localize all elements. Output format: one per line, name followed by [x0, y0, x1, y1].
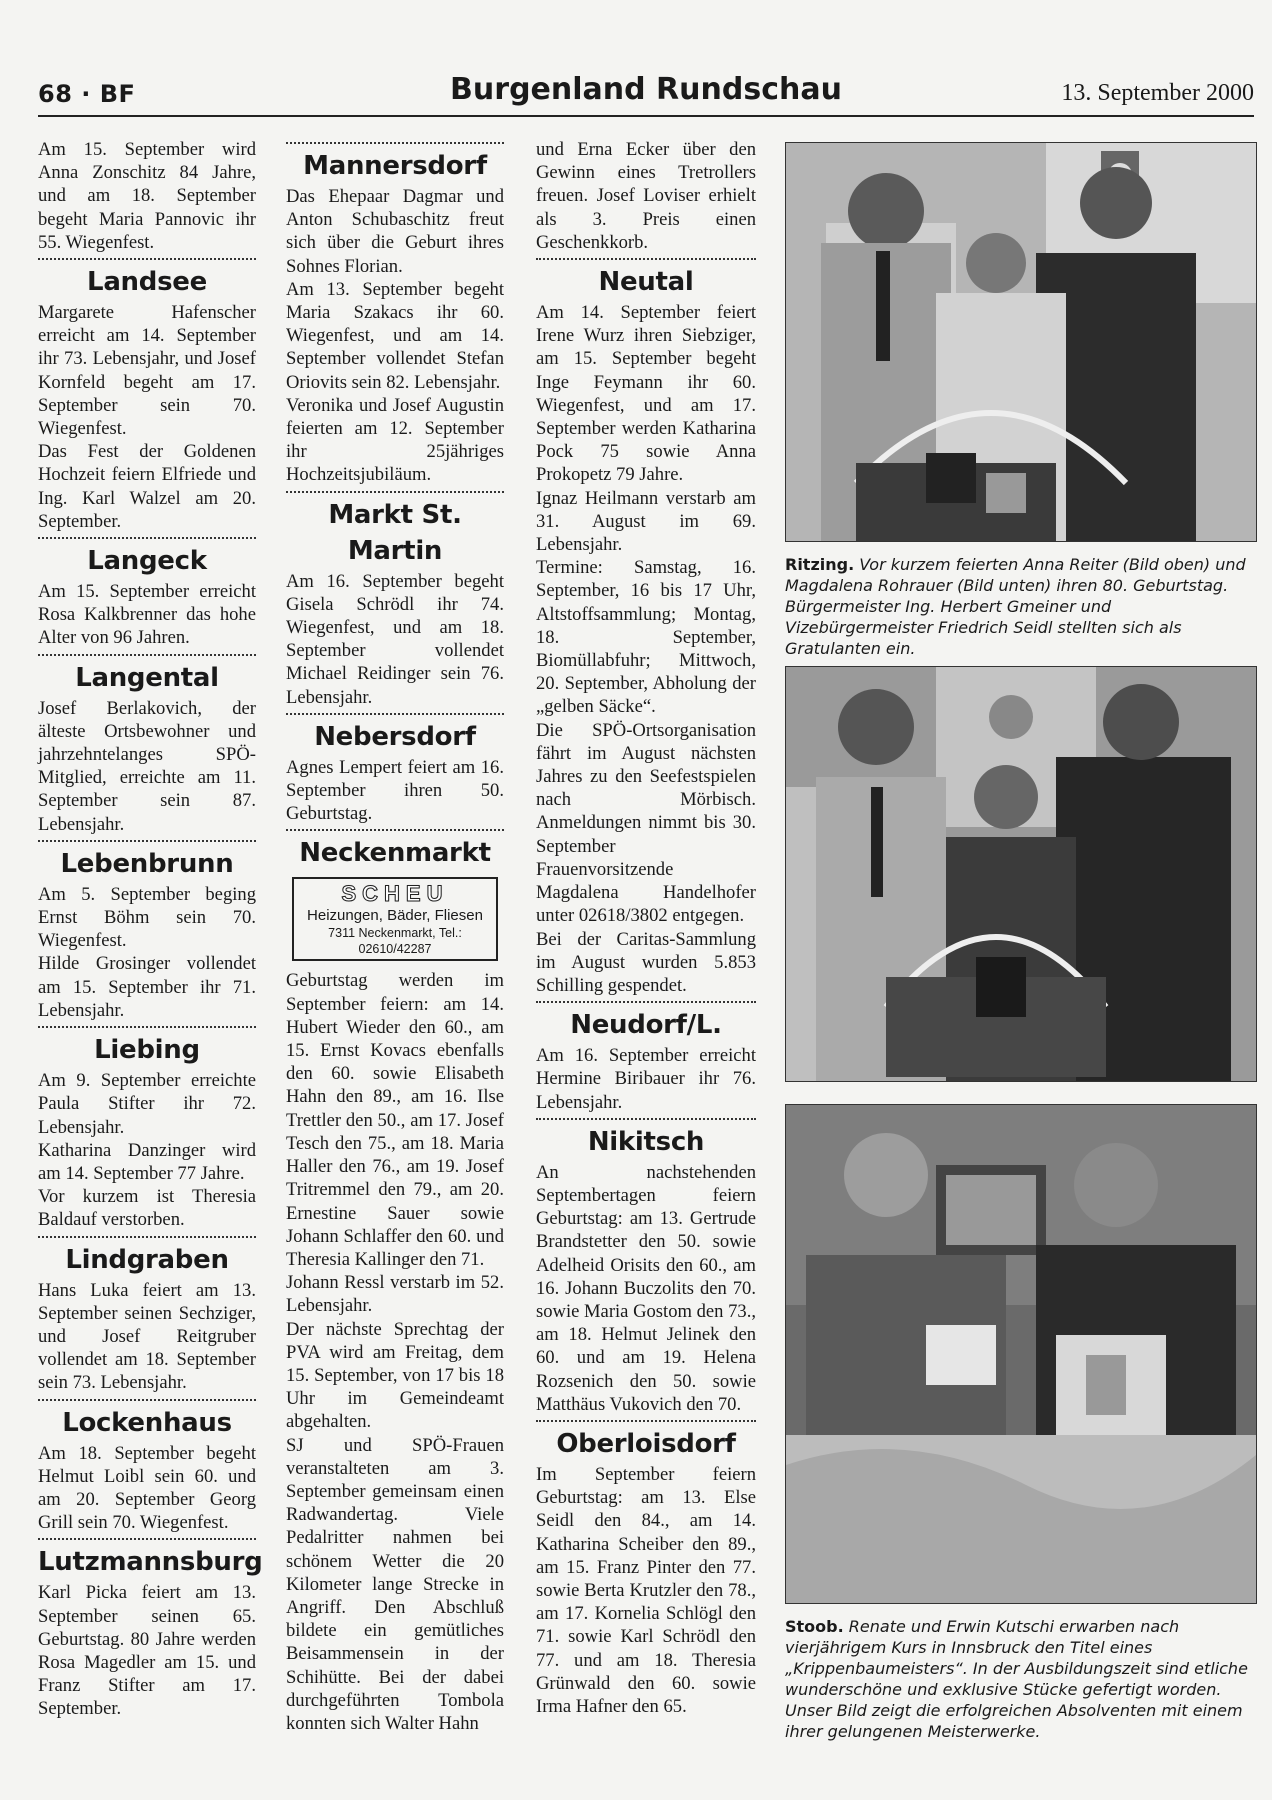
photo-caption-ritzing — [785, 554, 1259, 659]
ad-address: 7311 Neckenmarkt, Tel.: 02610/42287 — [328, 926, 462, 957]
page-number: 68 · BF — [38, 80, 136, 108]
paragraph: Karl Picka feiert am 13. September seinen 65. Geburtstag. 80 Jahre werden Rosa Magedler am 15. und Franz Stifter am 17. September. — [38, 1582, 256, 1720]
paragraph: Am 16. September begeht Gisela Schrödl ihr 74. Wiegenfest, und am 18. September vollendet Michael Reidinger sein 76. Lebensjahr. — [286, 570, 504, 708]
divider — [286, 713, 504, 715]
photo-caption-stoob — [785, 1616, 1259, 1742]
divider — [38, 1026, 256, 1028]
section-title-oberloisdorf: Oberloisdorf — [556, 1428, 736, 1459]
paragraph: Agnes Lempert feiert am 16. September ihren 50. Geburtstag. — [286, 756, 504, 825]
paragraph: Veronika und Josef Augustin feierten am 12. September ihr 25jähriges Hochzeitsjubiläum. — [286, 394, 504, 486]
page-header — [38, 72, 1254, 114]
paragraph: Margarete Hafenscher erreicht am 14. September ihr 73. Lebensjahr, und Josef Kornfeld begeht am 17. September sein 70. Wiegenfest. — [38, 302, 256, 440]
divider — [286, 142, 504, 144]
caption-place: Ritzing. — [785, 555, 855, 574]
divider — [38, 840, 256, 842]
paragraph: Johann Ressl verstarb im 52. Lebensjahr. — [286, 1272, 504, 1317]
section-title-liebing: Liebing — [94, 1035, 200, 1066]
paragraph: Vor kurzem ist Theresia Baldauf verstorben. — [38, 1186, 256, 1231]
divider — [38, 1236, 256, 1238]
divider — [286, 491, 504, 493]
divider — [286, 829, 504, 831]
header-rule — [38, 115, 1254, 117]
column-1 — [38, 138, 263, 1721]
issue-date: 13. September 2000 — [1061, 80, 1254, 106]
paragraph: Geburtstag werden im September feiern: am 14. Hubert Wieder den 60., am 15. Ernst Kovacs ebenfalls den 60. sowie Elisabeth Hahn den 89., am 16. Ilse Trettler den 50., am 17. Josef Tesch den 75., am 18. Maria Haller den 76., am 19. Josef Tritremmel den 79., am 20. Ernestine Sauer sowie Johann Schlaffer den 60. und Theresia Kallinger den 71. — [286, 970, 504, 1270]
paragraph: Bei der Caritas-Sammlung im August wurden 5.853 Schilling gespendet. — [536, 928, 756, 996]
section-title-mannersdorf: Mannersdorf — [303, 151, 487, 181]
paragraph: Am 5. September beging Ernst Böhm sein 70. Wiegenfest. — [38, 883, 256, 952]
section-title-neudorf: Neudorf/L. — [570, 1010, 722, 1041]
paragraph: Der nächste Sprechtag der PVA wird am Freitag, dem 15. September, von 17 bis 18 Uhr im Gemeindeamt abgehalten. — [286, 1318, 504, 1433]
caption-text: Renate und Erwin Kutschi erwarben nach vierjährigem Kurs in Innsbruck den Titel eines „Krippenbaumeisters“. In der Ausbildungszeit sind etliche wunderschöne und exklusive Stücke gefertigt worden. Unser Bild zeigt die erfolgreichen Absolventen mit einem ihrer gelungenen Meisterwerke. — [785, 1617, 1248, 1741]
ad-brand-logo: SCHEU — [341, 881, 449, 907]
paragraph: Im September feiern Geburtstag: am 13. Else Seidl den 84., am 14. Katharina Scheiber den 89., am 15. Franz Pinter den 77. sowie Berta Krutzler den 78., am 17. Kornelia Schlögl den 71. sowie Karl Schrödl den 77. und am 18. Theresia Grünwald den 60. sowie Irma Hafner den 65. — [536, 1463, 756, 1717]
divider — [38, 654, 256, 656]
paragraph: Am 18. September begeht Helmut Loibl sein 60. und am 20. September Georg Grill sein 70. Wiegenfest. — [38, 1442, 256, 1534]
photo-krippenbaumeister — [785, 1104, 1257, 1604]
paragraph: Josef Berlakovich, der älteste Ortsbewohner und jahrzehntelanges SPÖ-Mitglied, erreichte am 11. September sein 87. Lebensjahr. — [38, 697, 256, 835]
divider — [536, 1001, 756, 1003]
col3-intro: und Erna Ecker über den Gewinn eines Tretrollers freuen. Josef Loviser erhielt als 3. Preis einen Geschenkkorb. — [536, 139, 756, 253]
col1-intro: Am 15. September wird Anna Zonschitz 84 Jahre, und am 18. September begeht Maria Pannovic ihr 55. Wiegenfest. — [38, 139, 256, 253]
section-title-landsee: Landsee — [87, 267, 207, 298]
paragraph: SJ und SPÖ-Frauen veranstalteten am 3. September gemeinsam einen Radwandertag. Viele Pedalritter nahmen bei schönem Wetter die 20 Kilometer lange Strecke in Angriff. Den Abschluß bildete ein gemütliches Beisammensein in der Schihütte. Bei der dabei durchgeführten Tombola konnten sich Walter Hahn — [286, 1434, 504, 1734]
section-title-nikitsch: Nikitsch — [587, 1126, 705, 1157]
column-3 — [536, 138, 756, 1718]
divider — [38, 537, 256, 539]
paragraph: Ignaz Heilmann verstarb am 31. August im 69. Lebensjahr. — [536, 487, 756, 556]
section-title-lockenhaus: Lockenhaus — [62, 1407, 232, 1438]
section-title-lebenbrunn: Lebenbrunn — [60, 848, 234, 879]
paragraph: Am 15. September erreicht Rosa Kalkbrenner das hohe Alter von 96 Jahren. — [38, 581, 256, 649]
section-title-neutal: Neutal — [598, 267, 694, 298]
section-title-lutzmannsburg: Lutzmannsburg — [38, 1547, 263, 1578]
divider — [38, 1538, 256, 1540]
section-title-markt-st-martin: Markt St. Martin — [328, 499, 462, 566]
paragraph: Termine: Samstag, 16. September, 16 bis 17 Uhr, Altstoffsammlung; Montag, 18. September, Biomüllabfuhr; Mittwoch, 20. September, Abholung der „gelben Säcke“. — [536, 557, 756, 718]
newspaper-title: Burgenland Rundschau — [450, 72, 842, 107]
section-title-langeck: Langeck — [87, 546, 207, 577]
paragraph: Hans Luka feiert am 13. September seinen Sechziger, und Josef Reitgruber vollendet am 18. September sein 73. Lebensjahr. — [38, 1279, 256, 1394]
divider — [38, 258, 256, 260]
paragraph: Die SPÖ-Ortsorganisation fährt im August nächsten Jahres zu den Seefestspielen nach Mörbisch. Anmeldungen nimmt bis 30. September Frauenvorsitzende Magdalena Handelhofer unter 02618/3802 entgegen. — [536, 719, 756, 927]
caption-text: Vor kurzem feierten Anna Reiter (Bild oben) und Magdalena Rohrauer (Bild unten) ihren 80. Geburtstag. Bürgermeister Ing. Herbert Gmeiner und Vizebürgermeister Friedrich Seidl stellten sich als Gratulanten ein. — [785, 555, 1246, 658]
paragraph: Am 16. September erreicht Hermine Biribauer ihr 76. Lebensjahr. — [536, 1045, 756, 1113]
divider — [536, 258, 756, 260]
caption-place: Stoob. — [785, 1617, 844, 1636]
column-2 — [286, 138, 504, 1735]
photo-magdalena-rohrauer — [785, 666, 1257, 1082]
photo-anna-reiter — [785, 142, 1257, 542]
divider — [38, 1399, 256, 1401]
scheu-advertisement — [292, 877, 498, 961]
section-title-lindgraben: Lindgraben — [65, 1244, 229, 1275]
paragraph: Das Fest der Goldenen Hochzeit feiern Elfriede und Ing. Karl Walzel am 20. September. — [38, 441, 256, 532]
section-title-neckenmarkt: Neckenmarkt — [299, 838, 491, 869]
section-title-nebersdorf: Nebersdorf — [314, 721, 476, 752]
section-title-langental: Langental — [75, 662, 219, 693]
paragraph: Katharina Danzinger wird am 14. September 77 Jahre. — [38, 1139, 256, 1184]
paragraph: Am 9. September erreichte Paula Stifter ihr 72. Lebensjahr. — [38, 1070, 256, 1138]
paragraph: Am 13. September begeht Maria Szakacs ihr 60. Wiegenfest, und am 14. September vollendet Stefan Oriovits sein 82. Lebensjahr. — [286, 278, 504, 393]
paragraph: Am 14. September feiert Irene Wurz ihren Siebziger, am 15. September begeht Inge Feymann ihr 60. Wiegenfest, und am 17. September werden Katharina Pock 75 sowie Anna Prokopetz 79 Jahre. — [536, 302, 756, 486]
ad-services: Heizungen, Bäder, Fliesen — [307, 907, 483, 925]
paragraph: Das Ehepaar Dagmar und Anton Schubaschitz freut sich über die Geburt ihres Sohnes Florian. — [286, 186, 504, 277]
paragraph: Hilde Grosinger vollendet am 15. September ihr 71. Lebensjahr. — [38, 953, 256, 1021]
divider — [536, 1420, 756, 1422]
paragraph: An nachstehenden Septembertagen feiern Geburtstag: am 13. Gertrude Brandstetter den 50. sowie Adelheid Orisits den 60., am 16. Johann Buczolits den 70. sowie Maria Gostom den 73., am 18. Helmut Jelinek den 60. und am 19. Helena Rozsenich den 50. sowie Matthäus Vukovich den 70. — [536, 1161, 756, 1415]
divider — [536, 1118, 756, 1120]
